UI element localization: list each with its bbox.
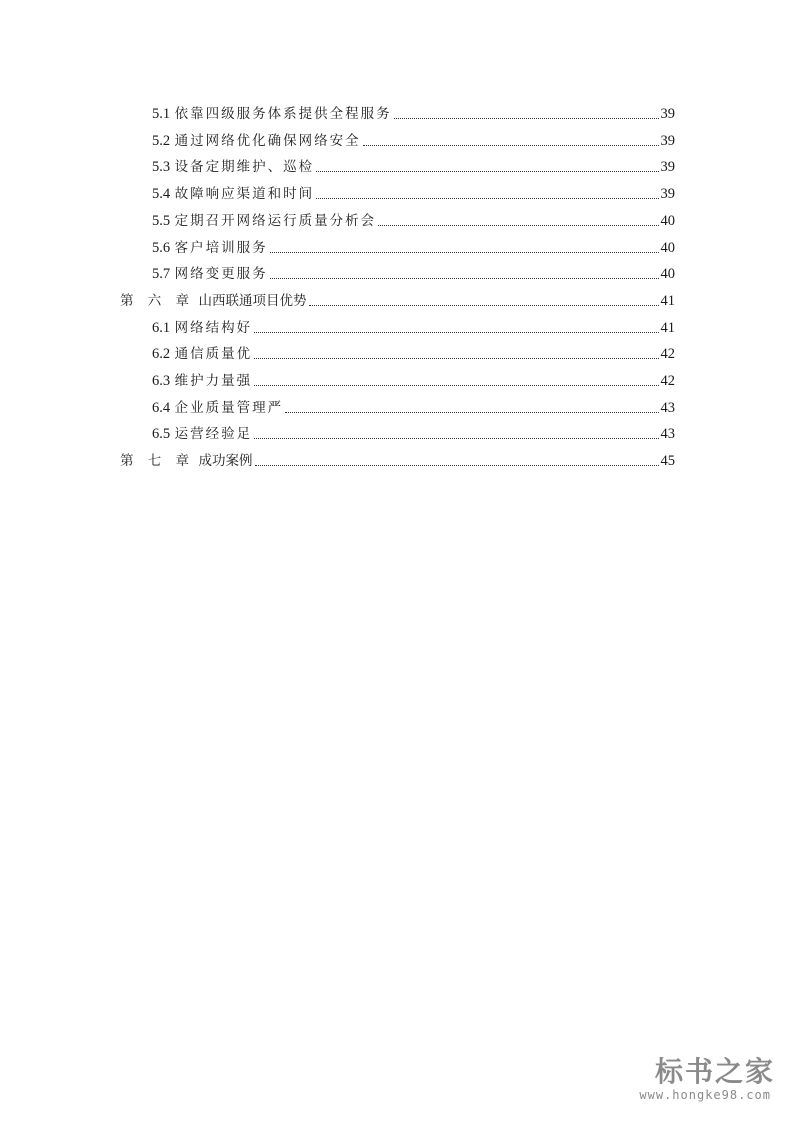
toc-page-number: 40 [660,266,675,283]
toc-leader-dots [255,464,659,466]
toc-section-entry[interactable] [152,364,675,390]
toc-section-entry[interactable] [152,391,675,417]
toc-section-entry[interactable] [152,150,675,176]
toc-entry-title: 山西联通项目优势 [198,292,307,309]
toc-entry-number: 第 七 章 [120,453,195,470]
toc-entry-number: 第 六 章 [120,292,195,309]
toc-leader-dots [254,437,658,439]
toc-entry-title: 通过网络优化确保网络安全 [174,132,361,149]
toc-page-number: 45 [660,453,675,470]
toc-leader-dots [394,117,659,119]
toc-entry-number: 6.2 [152,346,171,363]
toc-page-number: 42 [660,346,675,363]
toc-entry-title: 企业质量管理严 [174,399,284,416]
toc-section-entry[interactable] [152,417,675,443]
toc-chapter-entry[interactable] [120,284,675,310]
toc-section-entry[interactable] [152,124,675,150]
toc-chapter-entry[interactable] [120,444,675,470]
toc-entry-number: 5.5 [152,212,171,229]
toc-leader-dots [270,251,659,253]
watermark-url: www.hongke98.com [639,1088,771,1102]
toc-entry-title: 故障响应渠道和时间 [174,186,315,203]
toc-entry-number: 6.3 [152,373,171,389]
toc-leader-dots [254,357,658,359]
toc-entry-title: 依靠四级服务体系提供全程服务 [174,106,392,122]
toc-entry-number: 5.1 [152,106,171,122]
toc-page-number: 43 [660,426,675,443]
toc-section-entry[interactable] [152,97,675,123]
toc-page-number: 41 [660,292,675,309]
toc-leader-dots [378,224,658,226]
toc-entry-title: 维护力量强 [174,373,253,389]
watermark [625,1050,775,1110]
toc-entry-title: 运营经验足 [174,426,253,443]
toc-entry-title: 定期召开网络运行质量分析会 [174,212,377,229]
toc-entry-number: 5.6 [152,239,171,256]
toc-leader-dots [316,197,658,199]
toc-page-number: 41 [660,319,675,336]
toc-page-number: 39 [660,106,675,122]
toc-entry-title: 通信质量优 [174,346,253,363]
toc-entry-title: 成功案例 [198,453,253,470]
toc-entry-number: 5.4 [152,186,171,203]
toc-entry-number: 5.3 [152,159,171,176]
toc-leader-dots [285,411,658,413]
toc-leader-dots [254,331,658,333]
toc-section-entry[interactable] [152,177,675,203]
toc-entry-number: 5.2 [152,132,171,149]
toc-page-number: 40 [660,212,675,229]
toc-entry-number: 5.7 [152,266,171,283]
toc-section-entry[interactable] [152,204,675,230]
toc-entry-title: 设备定期维护、巡检 [174,159,315,176]
toc-page-number: 39 [660,159,675,176]
toc-leader-dots [270,277,659,279]
toc-entry-number: 6.1 [152,319,171,336]
toc-leader-dots [363,144,659,146]
toc-section-entry[interactable] [152,337,675,363]
toc-page-number: 39 [660,132,675,149]
toc-section-entry[interactable] [152,257,675,283]
toc-entry-title: 客户培训服务 [174,239,268,256]
toc-entry-title: 网络变更服务 [174,266,268,283]
toc-entry-title: 网络结构好 [174,319,253,336]
toc-section-entry[interactable] [152,231,675,257]
toc-page-number: 39 [660,186,675,203]
toc-entry-number: 6.5 [152,426,171,443]
toc-leader-dots [316,170,658,172]
watermark-logo: 标书之家 [654,1055,775,1088]
toc-page-number: 43 [660,399,675,416]
toc-entry-number: 6.4 [152,399,171,416]
toc-page-number: 40 [660,239,675,256]
toc-leader-dots [309,304,659,306]
toc-section-entry[interactable] [152,311,675,337]
toc-leader-dots [254,384,658,386]
toc-page-number: 42 [660,373,675,389]
